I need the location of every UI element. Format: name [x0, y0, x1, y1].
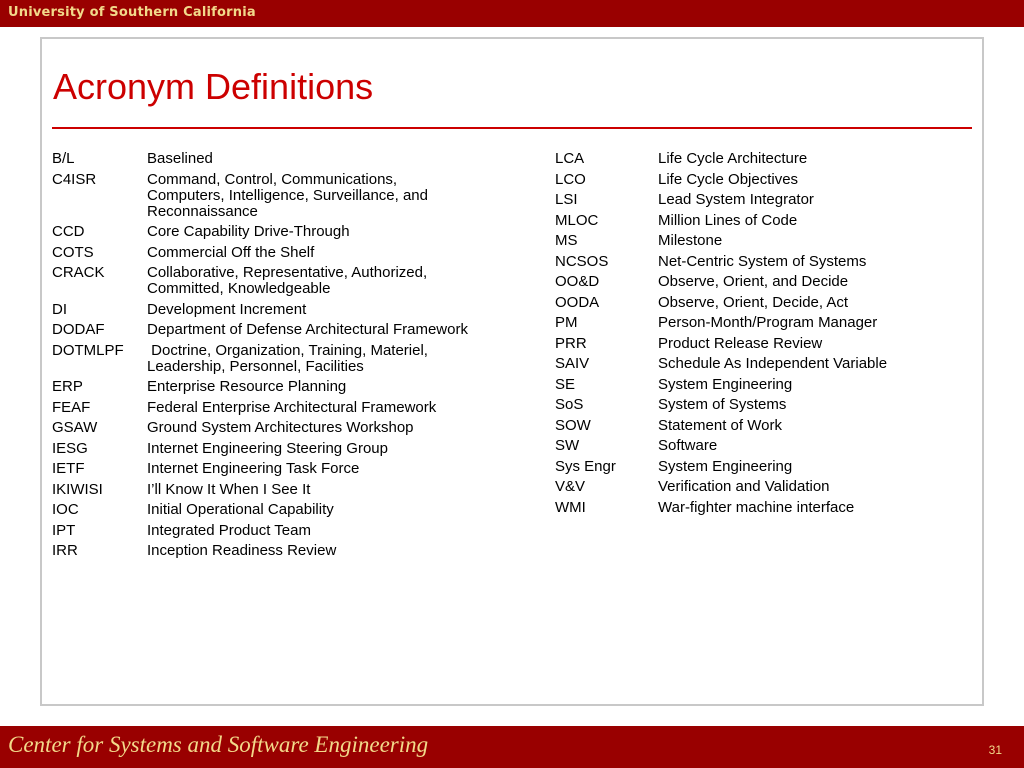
- center-footer-bar: [0, 726, 1024, 768]
- acronym-definition: Observe, Orient, Decide, Act: [658, 293, 849, 311]
- acronym-term: ERP: [52, 378, 83, 395]
- acronym-row: [52, 245, 492, 261]
- acronym-row: [52, 343, 492, 375]
- acronym-term: GSAW: [52, 419, 98, 436]
- acronym-term: Sys Engr: [555, 457, 616, 475]
- acronym-definition: Milestone: [658, 232, 723, 249]
- acronym-row: [555, 397, 975, 413]
- acronym-row: [555, 254, 975, 270]
- acronym-definition: Federal Enterprise Architectural Framework: [147, 398, 437, 416]
- acronym-definition: Command, Control, Communications, Computers, Intelligence, Surveillance, and Reconnaissance: [147, 170, 433, 220]
- acronym-definition: Lead System Integrator: [658, 191, 814, 208]
- acronym-definition: Inception Readiness Review: [147, 542, 337, 559]
- acronym-row: [52, 502, 492, 518]
- acronym-definition: Development Increment: [147, 300, 307, 318]
- acronym-row: [52, 379, 492, 395]
- acronym-row: [555, 172, 975, 188]
- acronym-row: [555, 151, 975, 167]
- acronym-definition: Initial Operational Capability: [147, 501, 334, 518]
- acronym-row: [555, 213, 975, 229]
- acronym-list-left: [52, 151, 492, 564]
- acronym-row: [555, 295, 975, 311]
- acronym-definition: Enterprise Resource Planning: [147, 378, 347, 395]
- acronym-term: IPT: [52, 521, 76, 539]
- university-header-bar: [0, 0, 1024, 27]
- acronym-row: [555, 274, 975, 290]
- acronym-row: [555, 336, 975, 352]
- acronym-definition: Doctrine, Organization, Training, Materiel, Leadership, Personnel, Facilities: [147, 341, 433, 375]
- acronym-term: SoS: [555, 396, 584, 413]
- acronym-definition: Person-Month/Program Manager: [658, 314, 878, 331]
- acronym-row: [555, 459, 975, 475]
- acronym-term: DODAF: [52, 321, 105, 338]
- acronym-definition: Collaborative, Representative, Authorized, Committed, Knowledgeable: [147, 264, 432, 297]
- acronym-row: [52, 400, 492, 416]
- acronym-definition: Million Lines of Code: [658, 211, 798, 229]
- acronym-term: OO&D: [555, 273, 600, 290]
- acronym-row: [555, 479, 975, 495]
- acronym-term: SOW: [555, 416, 591, 434]
- title-divider: [52, 127, 972, 129]
- acronym-row: [52, 441, 492, 457]
- acronym-term: IESG: [52, 439, 88, 457]
- acronym-definition: System Engineering: [658, 375, 793, 393]
- acronym-definition: System of Systems: [658, 396, 787, 413]
- slide-title: Acronym Definitions: [53, 66, 374, 107]
- acronym-term: DI: [52, 300, 67, 318]
- acronym-term: MS: [555, 232, 578, 249]
- acronym-row: [52, 543, 492, 559]
- acronym-term: PRR: [555, 334, 587, 352]
- acronym-term: SE: [555, 375, 576, 393]
- acronym-definition: I’ll Know It When I See It: [147, 480, 311, 498]
- university-name: University of Southern California: [8, 5, 256, 20]
- acronym-term: PM: [555, 314, 578, 331]
- acronym-definition: Software: [658, 437, 718, 454]
- acronym-row: [52, 224, 492, 240]
- acronym-term: CCD: [52, 223, 85, 240]
- acronym-term: SAIV: [555, 355, 590, 372]
- acronym-definition: War-fighter machine interface: [658, 498, 855, 516]
- acronym-row: [52, 461, 492, 477]
- acronym-definition: Baselined: [147, 150, 213, 167]
- acronym-definition: Verification and Validation: [658, 478, 830, 495]
- acronym-definition: Life Cycle Architecture: [658, 150, 808, 167]
- acronym-row: [555, 377, 975, 393]
- acronym-definition: Internet Engineering Task Force: [147, 460, 360, 477]
- acronym-definition: Core Capability Drive-Through: [147, 223, 350, 240]
- acronym-term: OODA: [555, 293, 600, 311]
- acronym-definition: System Engineering: [658, 457, 793, 475]
- acronym-row: [555, 438, 975, 454]
- acronym-term: LCO: [555, 170, 586, 188]
- acronym-row: [555, 356, 975, 372]
- acronym-term: IETF: [52, 460, 85, 477]
- acronym-definition: Integrated Product Team: [147, 521, 311, 539]
- acronym-row: [555, 418, 975, 434]
- acronym-term: IKIWISI: [52, 480, 103, 498]
- acronym-row: [52, 265, 492, 297]
- center-name: Center for Systems and Software Engineering: [8, 732, 429, 757]
- acronym-term: C4ISR: [52, 170, 97, 188]
- acronym-row: [555, 500, 975, 516]
- acronym-definition: Life Cycle Objectives: [658, 170, 799, 188]
- acronym-term: WMI: [555, 498, 586, 516]
- acronym-definition: Schedule As Independent Variable: [658, 355, 888, 372]
- acronym-row: [555, 233, 975, 249]
- acronym-row: [52, 302, 492, 318]
- acronym-definition: Internet Engineering Steering Group: [147, 439, 388, 457]
- acronym-row: [52, 172, 492, 220]
- acronym-definition: Ground System Architectures Workshop: [147, 419, 414, 436]
- acronym-term: B/L: [52, 150, 75, 167]
- acronym-term: SW: [555, 437, 580, 454]
- acronym-definition: Product Release Review: [658, 334, 823, 352]
- acronym-row: [52, 420, 492, 436]
- acronym-term: NCSOS: [555, 252, 609, 270]
- acronym-term: CRACK: [52, 264, 105, 281]
- acronym-definition: Department of Defense Architectural Framework: [147, 321, 468, 338]
- acronym-term: MLOC: [555, 211, 599, 229]
- acronym-row: [52, 482, 492, 498]
- page-number: 31: [988, 743, 1002, 757]
- acronym-term: IOC: [52, 501, 79, 518]
- acronym-definition: Statement of Work: [658, 416, 782, 434]
- acronym-term: LSI: [555, 191, 578, 208]
- acronym-definition: Observe, Orient, and Decide: [658, 273, 849, 290]
- acronym-term: COTS: [52, 243, 94, 261]
- acronym-term: V&V: [555, 478, 586, 495]
- acronym-term: LCA: [555, 150, 585, 167]
- acronym-row: [555, 315, 975, 331]
- acronym-term: DOTMLPF: [52, 341, 124, 359]
- acronym-row: [555, 192, 975, 208]
- acronym-term: FEAF: [52, 398, 91, 416]
- acronym-term: IRR: [52, 542, 78, 559]
- acronym-definition: Commercial Off the Shelf: [147, 243, 315, 261]
- acronym-row: [52, 523, 492, 539]
- acronym-row: [52, 151, 492, 167]
- acronym-row: [52, 322, 492, 338]
- acronym-definition: Net-Centric System of Systems: [658, 252, 867, 270]
- acronym-list-right: [555, 151, 975, 520]
